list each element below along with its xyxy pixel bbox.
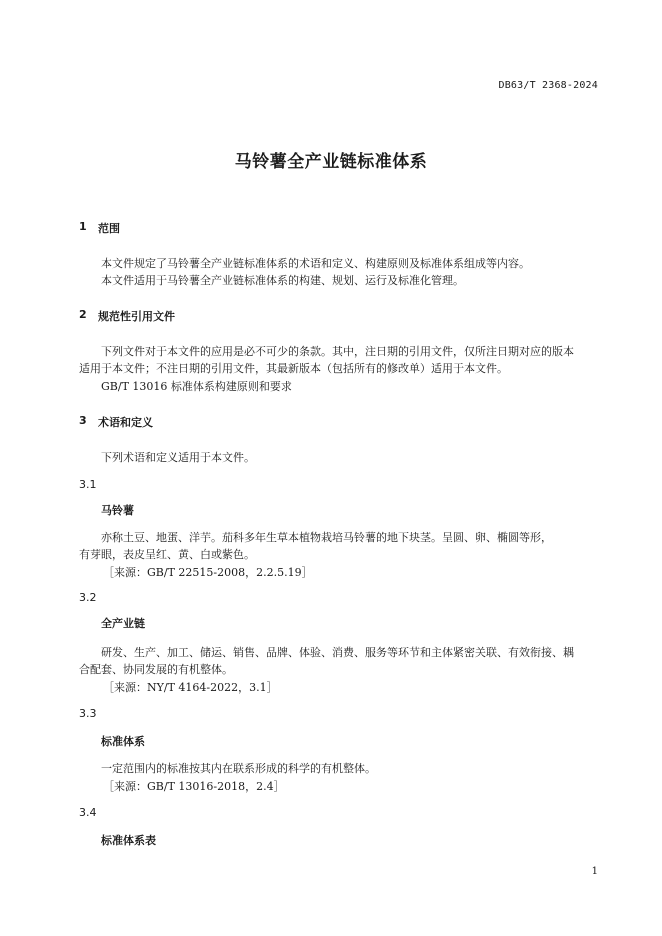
term-3-1-definition-line-2: 有芽眼，表皮呈红、黄、白或紫色。	[79, 548, 255, 561]
term-3-3-name: 标准体系	[101, 735, 145, 748]
section-1-heading: 范围	[98, 222, 120, 235]
term-3-3-definition-line-1: 一定范围内的标准按其内在联系形成的科学的有机整体。	[101, 762, 376, 775]
section-1-paragraph-1: 本文件规定了马铃薯全产业链标准体系的术语和定义、构建原则及标准体系组成等内容。	[101, 257, 530, 270]
section-2-heading: 规范性引用文件	[98, 310, 175, 323]
term-3-4-number: 3.4	[79, 806, 97, 819]
term-3-2-number: 3.2	[79, 591, 97, 604]
term-3-1-name: 马铃薯	[101, 504, 134, 517]
term-3-2-definition-line-1: 研发、生产、加工、储运、销售、品牌、体验、消费、服务等环节和主体紧密关联、有效衔接、耦	[101, 646, 574, 659]
section-1-paragraph-2: 本文件适用于马铃薯全产业链标准体系的构建、规划、运行及标准化管理。	[101, 274, 464, 287]
section-3-number: 3	[79, 414, 87, 427]
normative-reference-1: GB/T 13016 标准体系构建原则和要求	[101, 380, 292, 393]
term-3-3-source: ［来源：GB/T 13016-2018，2.4］	[103, 780, 285, 793]
page-title: 马铃薯全产业链标准体系	[234, 152, 428, 172]
term-3-4-name: 标准体系表	[101, 834, 156, 847]
document-code: DB63/T 2368-2024	[498, 80, 598, 91]
section-2-paragraph-line-1: 下列文件对于本文件的应用是必不可少的条款。其中，注日期的引用文件，仅所注日期对应的版本	[101, 345, 574, 358]
term-3-2-source: ［来源：NY/T 4164-2022，3.1］	[103, 681, 278, 694]
term-3-1-definition-line-1: 亦称土豆、地蛋、洋芋。茄科多年生草本植物栽培马铃薯的地下块茎。呈圆、卵、椭圆等形，	[101, 531, 552, 544]
term-3-1-source: ［来源：GB/T 22515-2008，2.2.5.19］	[103, 566, 313, 579]
term-3-2-definition-line-2: 合配套、协同发展的有机整体。	[79, 663, 233, 676]
section-2-paragraph-line-2: 适用于本文件；不注日期的引用文件，其最新版本（包括所有的修改单）适用于本文件。	[79, 362, 508, 375]
section-1-number: 1	[79, 220, 87, 233]
term-3-3-number: 3.3	[79, 707, 97, 720]
term-3-1-number: 3.1	[79, 478, 97, 491]
section-2-number: 2	[79, 308, 87, 321]
section-3-intro: 下列术语和定义适用于本文件。	[101, 451, 255, 464]
page-number: 1	[591, 866, 598, 877]
term-3-2-name: 全产业链	[101, 617, 145, 630]
section-3-heading: 术语和定义	[98, 416, 153, 429]
